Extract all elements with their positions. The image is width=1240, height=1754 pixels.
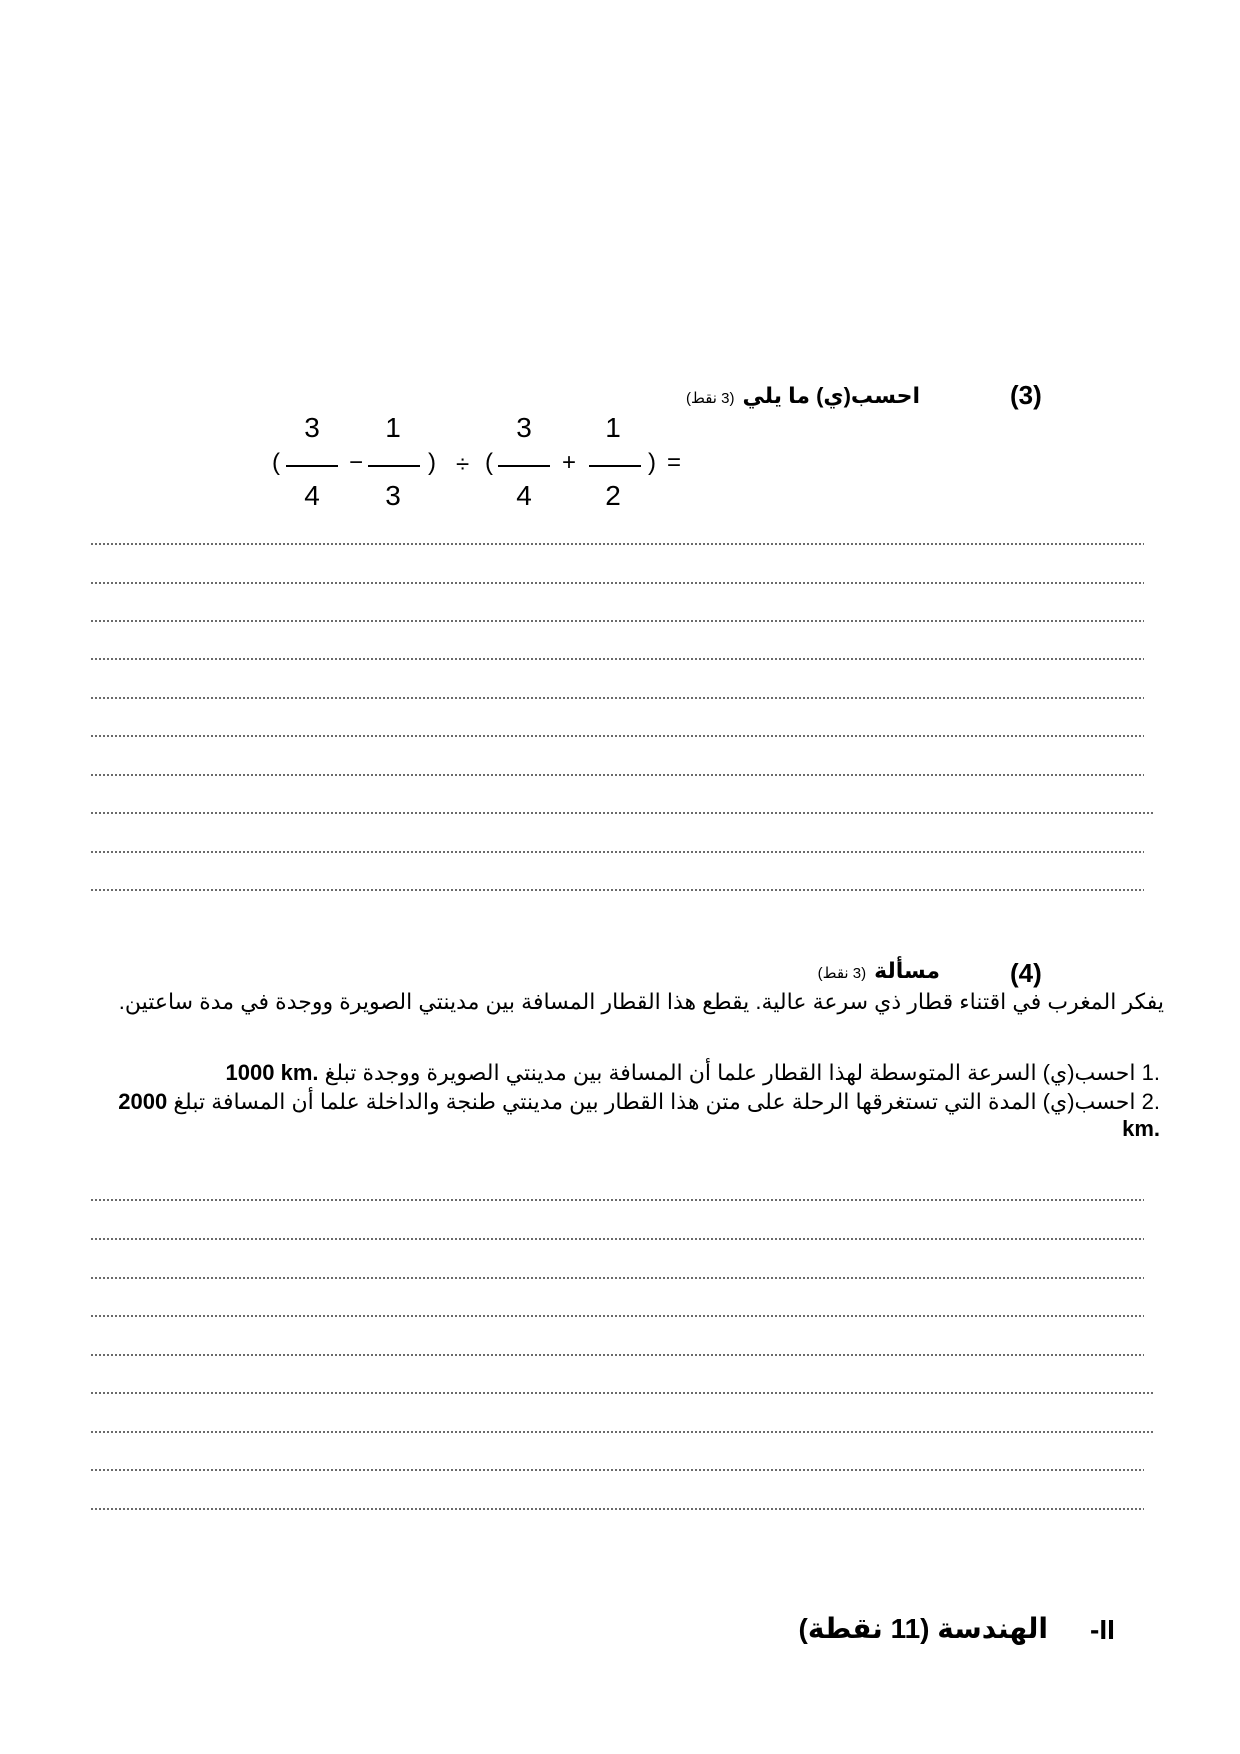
q4-intro: يفكر المغرب في اقتناء قطار ذي سرعة عالية. يقطع هذا القطار المسافة بين مدينتي الصويرة ووجدة في مدة ساعتين. bbox=[118, 989, 1164, 1014]
q4-item-1 bbox=[88, 1059, 1160, 1086]
answer-line[interactable] bbox=[90, 582, 1144, 584]
answer-line[interactable] bbox=[90, 1238, 1144, 1240]
answer-line[interactable] bbox=[90, 1431, 1154, 1433]
frac1-denominator: 4 bbox=[304, 480, 320, 511]
frac2-bar bbox=[368, 465, 420, 467]
answer-line[interactable] bbox=[90, 658, 1144, 660]
q3-number: (3) bbox=[1010, 380, 1042, 410]
q4-item-1-number: .1 bbox=[1141, 1060, 1160, 1085]
q3-title-text: احسب(ي) ما يلي bbox=[742, 383, 920, 408]
answer-line[interactable] bbox=[90, 1392, 1154, 1394]
divide-sign: ÷ bbox=[456, 451, 470, 478]
frac2-numerator: 1 bbox=[385, 412, 401, 443]
q4-item-2-value: 2000 km. bbox=[118, 1089, 1160, 1141]
plus-sign: + bbox=[562, 449, 577, 476]
frac4-denominator: 2 bbox=[605, 480, 621, 511]
answer-line[interactable] bbox=[90, 1354, 1144, 1356]
frac3-bar bbox=[498, 465, 550, 467]
q4-number: (4) bbox=[1010, 958, 1042, 988]
frac3-numerator: 3 bbox=[516, 412, 532, 443]
frac1-bar bbox=[286, 465, 338, 467]
equals-sign: = bbox=[667, 449, 682, 476]
q4-title-text: مسألة bbox=[874, 958, 940, 983]
paren-open-1: ( bbox=[272, 449, 280, 476]
minus-sign: − bbox=[349, 449, 364, 476]
paren-close-2: ) bbox=[648, 449, 656, 476]
answer-line[interactable] bbox=[90, 735, 1144, 737]
section-2-title bbox=[799, 1612, 1048, 1645]
answer-line[interactable] bbox=[90, 620, 1144, 622]
paren-open-2: ( bbox=[485, 449, 493, 476]
frac4-bar bbox=[589, 465, 641, 467]
answer-line[interactable] bbox=[90, 1315, 1144, 1317]
section-2-points: (11 نقطة) bbox=[798, 1613, 930, 1644]
q3-points: (3 نقط) bbox=[685, 390, 735, 407]
answer-line[interactable] bbox=[90, 1199, 1144, 1201]
answer-line[interactable] bbox=[90, 889, 1144, 891]
answer-line[interactable] bbox=[90, 1469, 1144, 1471]
section-2-title-text: الهندسة bbox=[937, 1613, 1048, 1644]
answer-line[interactable] bbox=[90, 1508, 1144, 1510]
frac1-numerator: 3 bbox=[304, 412, 320, 443]
q4-points: (3 نقط) bbox=[817, 965, 867, 982]
q4-item-2-number: .2 bbox=[1141, 1089, 1160, 1114]
answer-line[interactable] bbox=[90, 697, 1144, 699]
answer-line[interactable] bbox=[90, 812, 1154, 814]
answer-line[interactable] bbox=[90, 774, 1144, 776]
q4-item-1-text: احسب(ي) السرعة المتوسطة لهذا القطار علما أن المسافة بين مدينتي الصويرة ووجدة تبلغ bbox=[324, 1060, 1136, 1085]
frac2-denominator: 3 bbox=[385, 480, 401, 511]
q4-item-2-text: احسب(ي) المدة التي تستغرقها الرحلة على متن هذا القطار بين مدينتي طنجة والداخلة علما أن المسافة تبلغ bbox=[173, 1089, 1136, 1114]
answer-line[interactable] bbox=[90, 1277, 1144, 1279]
frac3-denominator: 4 bbox=[516, 480, 532, 511]
answer-line[interactable] bbox=[90, 851, 1144, 853]
q3-expression bbox=[0, 0, 1240, 520]
section-2-number: -II bbox=[1090, 1614, 1115, 1645]
q4-item-2 bbox=[88, 1088, 1160, 1142]
paren-close-1: ) bbox=[428, 449, 436, 476]
q4-item-1-value: 1000 km. bbox=[225, 1060, 319, 1085]
answer-line[interactable] bbox=[90, 543, 1144, 545]
q4-title bbox=[818, 958, 940, 984]
frac4-numerator: 1 bbox=[605, 412, 621, 443]
